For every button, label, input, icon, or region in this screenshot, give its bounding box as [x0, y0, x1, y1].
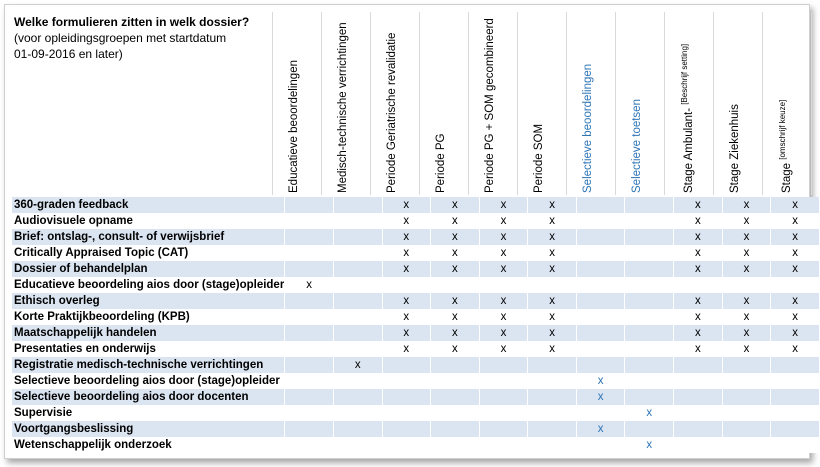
check-mark-cell: x: [771, 325, 820, 341]
check-mark-cell: x: [479, 229, 528, 245]
check-mark-cell: x: [722, 229, 771, 245]
check-mark-cell: x: [674, 229, 723, 245]
empty-cell: [382, 389, 431, 405]
column-header-label: Periode PG: [435, 133, 447, 193]
empty-cell: [382, 437, 431, 453]
empty-cell: [674, 357, 723, 373]
check-mark-cell: x: [625, 405, 674, 421]
empty-cell: [333, 213, 382, 229]
column-header-4: [435, 134, 447, 193]
column-header-label: Educatieve beoordelingen: [288, 60, 300, 193]
column-divider: [713, 12, 714, 195]
table-row: [12, 341, 820, 357]
empty-cell: [528, 373, 577, 389]
table-row: [12, 261, 820, 277]
check-mark-cell: x: [382, 341, 431, 357]
empty-cell: [674, 373, 723, 389]
empty-cell: [576, 261, 625, 277]
row-label: Korte Praktijkbeoordeling (KPB): [12, 309, 285, 325]
column-divider: [272, 12, 273, 195]
check-mark-cell: x: [674, 261, 723, 277]
column-header-label: Periode SOM: [533, 123, 545, 193]
empty-cell: [625, 341, 674, 357]
check-mark-cell: x: [528, 213, 577, 229]
empty-cell: [382, 357, 431, 373]
empty-cell: [479, 421, 528, 437]
empty-cell: [285, 229, 334, 245]
intro-line-3: 01-09-2016 en later): [14, 47, 123, 61]
empty-cell: [625, 213, 674, 229]
table-row: [12, 293, 820, 309]
row-label: Selectieve beoordeling aios door (stage)opleider: [12, 373, 285, 389]
empty-cell: [771, 277, 820, 293]
empty-cell: [722, 389, 771, 405]
check-mark-cell: x: [382, 325, 431, 341]
empty-cell: [285, 293, 334, 309]
empty-cell: [576, 341, 625, 357]
column-header-8: [631, 99, 643, 193]
table-row: [12, 389, 820, 405]
empty-cell: [771, 389, 820, 405]
check-mark-cell: x: [479, 245, 528, 261]
check-mark-cell: x: [431, 213, 480, 229]
empty-cell: [576, 325, 625, 341]
check-mark-cell: x: [528, 309, 577, 325]
empty-cell: [479, 373, 528, 389]
table-row: [12, 245, 820, 261]
check-mark-cell: x: [771, 229, 820, 245]
table-row: [12, 325, 820, 341]
check-mark-cell: x: [431, 229, 480, 245]
empty-cell: [333, 197, 382, 213]
column-divider: [370, 12, 371, 195]
column-header-7: [582, 64, 594, 193]
empty-cell: [625, 197, 674, 213]
table-row: [12, 357, 820, 373]
empty-cell: [431, 437, 480, 453]
empty-cell: [333, 437, 382, 453]
check-mark-cell: x: [722, 325, 771, 341]
intro-line-2: (voor opleidingsgroepen met startdatum: [14, 31, 227, 45]
check-mark-cell: x: [625, 437, 674, 453]
check-mark-cell: x: [528, 229, 577, 245]
column-divider: [468, 12, 469, 195]
column-divider: [517, 12, 518, 195]
empty-cell: [431, 421, 480, 437]
table-row: [12, 373, 820, 389]
empty-cell: [285, 405, 334, 421]
empty-cell: [674, 421, 723, 437]
check-mark-cell: x: [479, 293, 528, 309]
empty-cell: [285, 437, 334, 453]
empty-cell: [285, 309, 334, 325]
empty-cell: [771, 405, 820, 421]
empty-cell: [431, 389, 480, 405]
empty-cell: [333, 229, 382, 245]
table-row: [12, 277, 820, 293]
check-mark-cell: x: [479, 341, 528, 357]
check-mark-cell: x: [528, 245, 577, 261]
column-header-sublabel: [omschrijf keuze]: [778, 99, 787, 160]
row-label: 360-graden feedback: [12, 197, 285, 213]
check-mark-cell: x: [771, 197, 820, 213]
check-mark-cell: x: [528, 197, 577, 213]
intro-text: [14, 14, 264, 62]
empty-cell: [625, 421, 674, 437]
check-mark-cell: x: [333, 357, 382, 373]
empty-cell: [576, 405, 625, 421]
check-mark-cell: x: [431, 261, 480, 277]
empty-cell: [625, 373, 674, 389]
empty-cell: [285, 341, 334, 357]
row-label: Voortgangsbeslissing: [12, 421, 285, 437]
empty-cell: [479, 437, 528, 453]
check-mark-cell: x: [382, 229, 431, 245]
check-mark-cell: x: [431, 341, 480, 357]
column-header-11: [778, 100, 793, 193]
column-divider: [664, 12, 665, 195]
column-header-sublabel: [Beschrijf setting]: [680, 43, 689, 105]
empty-cell: [285, 245, 334, 261]
empty-cell: [479, 405, 528, 421]
row-label: Maatschappelijk handelen: [12, 325, 285, 341]
table-row: [12, 437, 820, 453]
empty-cell: [333, 325, 382, 341]
column-divider: [811, 12, 812, 195]
empty-cell: [285, 421, 334, 437]
empty-cell: [333, 261, 382, 277]
check-mark-cell: x: [722, 309, 771, 325]
empty-cell: [625, 309, 674, 325]
empty-cell: [625, 293, 674, 309]
empty-cell: [333, 245, 382, 261]
column-divider: [566, 12, 567, 195]
row-label: Selectieve beoordeling aios door docenten: [12, 389, 285, 405]
empty-cell: [285, 197, 334, 213]
check-mark-cell: x: [674, 309, 723, 325]
empty-cell: [333, 389, 382, 405]
empty-cell: [333, 405, 382, 421]
table-row: [12, 213, 820, 229]
empty-cell: [722, 373, 771, 389]
empty-cell: [382, 421, 431, 437]
column-header-3: [386, 33, 398, 193]
empty-cell: [431, 373, 480, 389]
empty-cell: [431, 277, 480, 293]
check-mark-cell: x: [382, 309, 431, 325]
check-mark-cell: x: [576, 389, 625, 405]
check-mark-cell: x: [771, 309, 820, 325]
check-mark-cell: x: [479, 325, 528, 341]
empty-cell: [576, 437, 625, 453]
empty-cell: [771, 373, 820, 389]
check-mark-cell: x: [528, 261, 577, 277]
empty-cell: [333, 277, 382, 293]
check-mark-cell: x: [382, 197, 431, 213]
column-header-10: [729, 104, 741, 193]
check-mark-cell: x: [722, 261, 771, 277]
empty-cell: [285, 325, 334, 341]
empty-cell: [625, 357, 674, 373]
empty-cell: [576, 213, 625, 229]
check-mark-cell: x: [722, 341, 771, 357]
check-mark-cell: x: [431, 293, 480, 309]
empty-cell: [285, 389, 334, 405]
empty-cell: [625, 389, 674, 405]
intro-question: Welke formulieren zitten in welk dossier?: [14, 15, 250, 29]
empty-cell: [528, 421, 577, 437]
check-mark-cell: x: [674, 197, 723, 213]
empty-cell: [771, 357, 820, 373]
check-mark-cell: x: [431, 309, 480, 325]
empty-cell: [576, 293, 625, 309]
check-mark-cell: x: [674, 325, 723, 341]
check-mark-cell: x: [722, 213, 771, 229]
empty-cell: [528, 437, 577, 453]
column-header-label: Stage Ambulant-: [682, 104, 695, 193]
empty-cell: [771, 421, 820, 437]
column-divider: [762, 12, 763, 195]
empty-cell: [674, 389, 723, 405]
check-mark-cell: x: [576, 421, 625, 437]
check-mark-cell: x: [674, 293, 723, 309]
empty-cell: [333, 309, 382, 325]
empty-cell: [625, 261, 674, 277]
empty-cell: [674, 277, 723, 293]
column-divider: [419, 12, 420, 195]
check-mark-cell: x: [479, 261, 528, 277]
row-label: Brief: ontslag-, consult- of verwijsbrief: [12, 229, 285, 245]
table-row: [12, 309, 820, 325]
empty-cell: [431, 405, 480, 421]
check-mark-cell: x: [382, 293, 431, 309]
check-mark-cell: x: [722, 245, 771, 261]
column-header-6: [533, 124, 545, 193]
check-mark-cell: x: [771, 213, 820, 229]
column-header-label: Periode Geriatrische revalidatie: [386, 32, 398, 193]
row-label: Presentaties en onderwijs: [12, 341, 285, 357]
check-mark-cell: x: [674, 245, 723, 261]
empty-cell: [285, 357, 334, 373]
empty-cell: [576, 229, 625, 245]
empty-cell: [382, 373, 431, 389]
table-row: [12, 229, 820, 245]
check-mark-cell: x: [674, 213, 723, 229]
check-mark-cell: x: [771, 245, 820, 261]
column-header-label: Medisch-technische verrichtingen: [337, 22, 349, 193]
empty-cell: [576, 277, 625, 293]
empty-cell: [333, 373, 382, 389]
row-label: Educatieve beoordeling aios door (stage)opleider: [14, 279, 285, 291]
empty-cell: [285, 213, 334, 229]
column-header-5: [484, 18, 496, 193]
check-mark-cell: x: [382, 261, 431, 277]
check-mark-cell: x: [722, 197, 771, 213]
empty-cell: [528, 277, 577, 293]
empty-cell: [722, 405, 771, 421]
empty-cell: [722, 421, 771, 437]
check-mark-cell: x: [382, 245, 431, 261]
empty-cell: [528, 357, 577, 373]
row-label: Critically Appraised Topic (CAT): [12, 245, 285, 261]
empty-cell: [382, 277, 431, 293]
row-label: Supervisie: [12, 405, 285, 421]
empty-cell: [722, 437, 771, 453]
empty-cell: [625, 245, 674, 261]
empty-cell: [528, 389, 577, 405]
empty-cell: [576, 309, 625, 325]
check-mark-cell: x: [285, 277, 334, 293]
empty-cell: [479, 357, 528, 373]
row-label: Ethisch overleg: [12, 293, 285, 309]
table-row: [12, 421, 820, 437]
empty-cell: [333, 421, 382, 437]
empty-cell: [625, 325, 674, 341]
empty-cell: [285, 373, 334, 389]
form-matrix-table: [12, 197, 820, 453]
column-divider: [321, 12, 322, 195]
empty-cell: [576, 357, 625, 373]
check-mark-cell: x: [771, 341, 820, 357]
check-mark-cell: x: [576, 373, 625, 389]
empty-cell: [576, 197, 625, 213]
empty-cell: [625, 229, 674, 245]
empty-cell: [479, 389, 528, 405]
column-divider: [615, 12, 616, 195]
empty-cell: [285, 261, 334, 277]
row-label: Audiovisuele opname: [12, 213, 285, 229]
check-mark-cell: x: [528, 341, 577, 357]
column-header-label: Selectieve beoordelingen: [582, 63, 594, 193]
empty-cell: [576, 245, 625, 261]
check-mark-cell: x: [431, 197, 480, 213]
column-header-2: [337, 22, 349, 193]
column-header-label: Periode PG + SOM gecombineerd: [484, 18, 496, 193]
check-mark-cell: x: [479, 197, 528, 213]
check-mark-cell: x: [479, 309, 528, 325]
empty-cell: [528, 405, 577, 421]
column-header-9: [680, 44, 695, 193]
check-mark-cell: x: [431, 325, 480, 341]
empty-cell: [722, 277, 771, 293]
column-header-label: Stage Ziekenhuis: [729, 104, 741, 193]
table-row: [12, 197, 820, 213]
empty-cell: [382, 405, 431, 421]
check-mark-cell: x: [528, 325, 577, 341]
check-mark-cell: x: [771, 293, 820, 309]
check-mark-cell: x: [674, 341, 723, 357]
row-label: Dossier of behandelplan: [12, 261, 285, 277]
check-mark-cell: x: [479, 213, 528, 229]
empty-cell: [771, 437, 820, 453]
table-row: [12, 405, 820, 421]
check-mark-cell: x: [382, 213, 431, 229]
empty-cell: [625, 277, 674, 293]
empty-cell: [333, 341, 382, 357]
row-label: Wetenschappelijk onderzoek: [12, 437, 285, 453]
empty-cell: [674, 437, 723, 453]
empty-cell: [479, 277, 528, 293]
empty-cell: [722, 357, 771, 373]
empty-cell: [674, 405, 723, 421]
check-mark-cell: x: [771, 261, 820, 277]
check-mark-cell: x: [528, 293, 577, 309]
column-header-label: Selectieve toetsen: [631, 99, 643, 193]
empty-cell: [333, 293, 382, 309]
check-mark-cell: x: [722, 293, 771, 309]
row-label: Registratie medisch-technische verrichtingen: [12, 357, 285, 373]
empty-cell: [431, 357, 480, 373]
column-header-1: [288, 60, 300, 193]
column-header-label: Stage: [780, 159, 793, 193]
check-mark-cell: x: [431, 245, 480, 261]
